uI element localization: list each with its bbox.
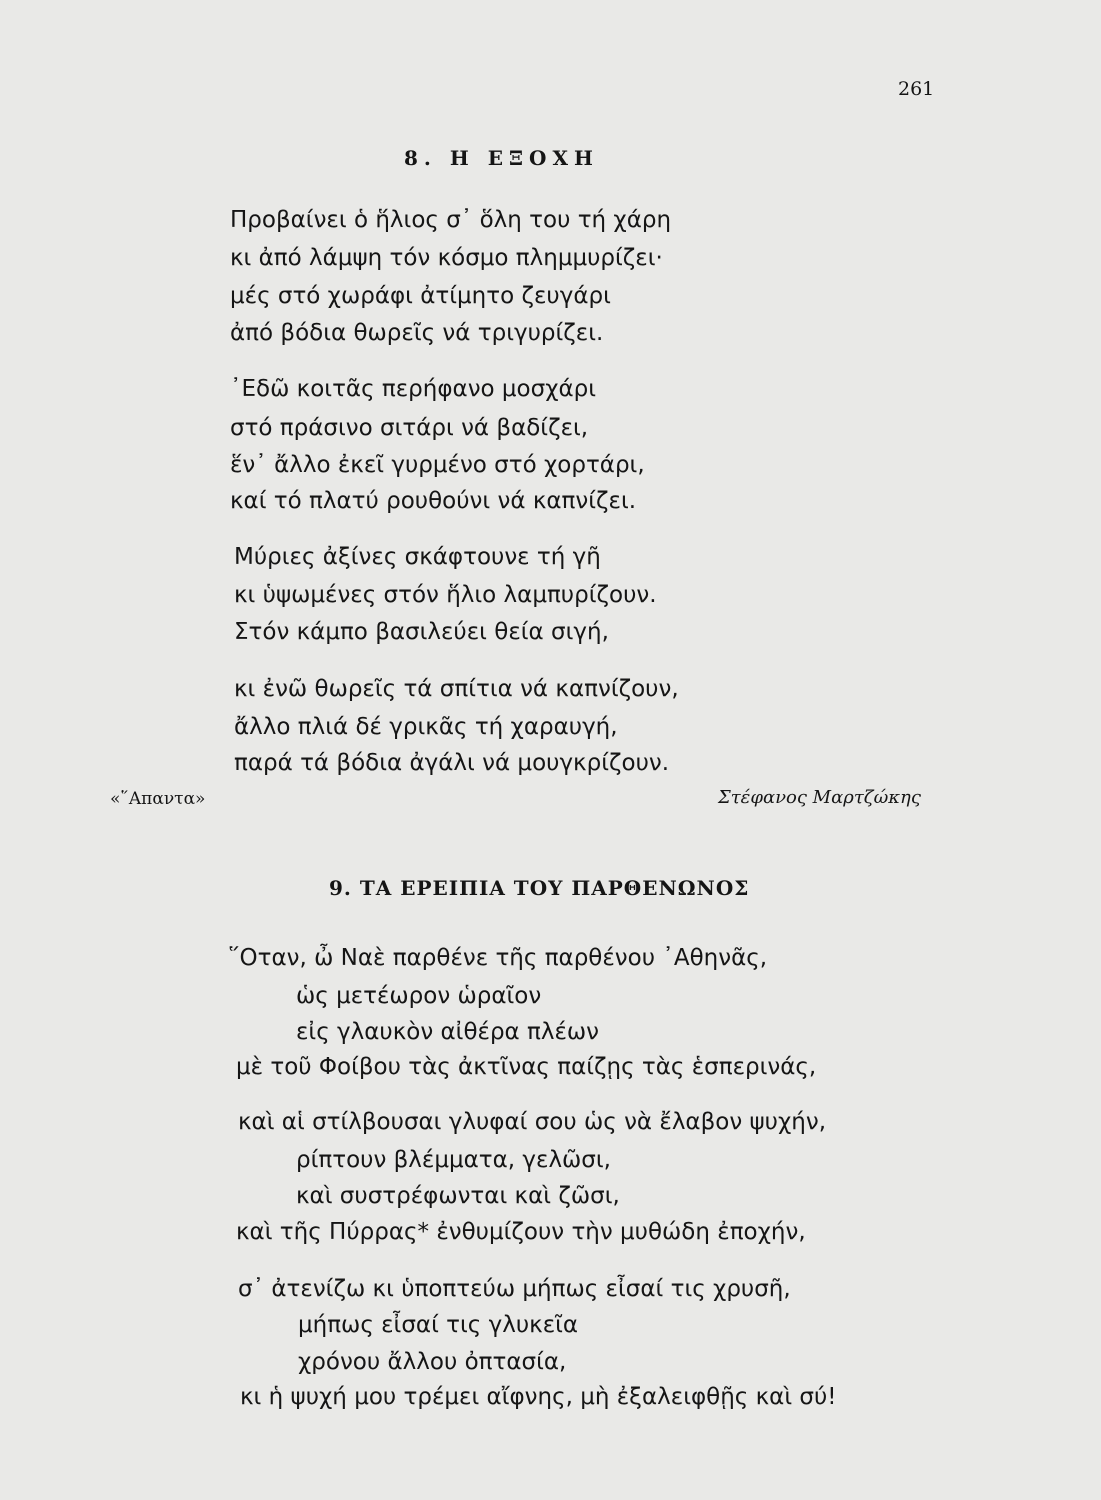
poem-line: ρίπτουν βλέμματα, γελῶσι, (296, 1147, 611, 1173)
poem-line: καὶ τῆς Πύρρας* ἐνθυμίζουν τὴν μυθώδη ἐποχήν, (236, 1219, 806, 1245)
poem-source: «῞Απαντα» (110, 789, 206, 809)
poem-line: Μύριες ἀξίνες σκάφτουνε τή γῆ (234, 544, 601, 570)
poem-line: ὡς μετέωρον ὡραῖον (296, 983, 542, 1009)
poem-line: κι ἡ ψυχή μου τρέμει αἴφνης, μὴ ἐξαλειφθῇς καὶ σύ! (240, 1384, 837, 1410)
poem-line: ἀπό βόδια θωρεῖς νά τριγυρίζει. (230, 320, 604, 346)
poem-line: κι ἐνῶ θωρεῖς τά σπίτια νά καπνίζουν, (234, 676, 679, 702)
page-number: 261 (898, 78, 935, 100)
poem-line: εἰς γλαυκὸν αἰθέρα πλέων (296, 1019, 600, 1045)
poem-line: χρόνου ἄλλου ὀπτασία, (298, 1349, 567, 1375)
poem-line: Στόν κάμπο βασιλεύει θεία σιγή, (234, 619, 609, 645)
poem-line: ῞Οταν, ὦ Ναὲ παρθένε τῆς παρθένου ᾽Αθηνᾶς, (228, 945, 768, 971)
poem-author: Στέφανος Μαρτζώκης (718, 787, 921, 808)
poem-line: κι ὑψωμένες στόν ἥλιο λαμπυρίζουν. (234, 582, 657, 608)
poem-line: καί τό πλατύ ρουθούνι νά καπνίζει. (230, 488, 637, 514)
poem-line: παρά τά βόδια ἀγάλι νά μουγκρίζουν. (234, 750, 670, 776)
poem-title-parthenon: 9. ΤΑ ΕΡΕΙΠΙΑ ΤΟΥ ΠΑΡΘΕΝΩΝΟΣ (329, 876, 750, 900)
poem-title-exochi: 8. Η ΕΞΟΧΗ (404, 146, 599, 170)
poem-line: καὶ αἱ στίλβουσαι γλυφαί σου ὡς νὰ ἔλαβον ψυχήν, (238, 1109, 827, 1135)
poem-line: καὶ συστρέφωνται καὶ ζῶσι, (296, 1183, 620, 1209)
poem-line: μήπως εἶσαί τις γλυκεῖα (298, 1312, 579, 1338)
poem-line: σ᾽ ἀτενίζω κι ὑποπτεύω μήπως εἶσαί τις χρυσῆ, (238, 1276, 791, 1302)
poem-line: ἄλλο πλιά δέ γρικᾶς τή χαραυγή, (234, 714, 618, 740)
poem-line: Προβαίνει ὁ ἥλιος σ᾽ ὅλη του τή χάρη (230, 207, 672, 233)
poem-line: ἕν᾽ ἄλλο ἐκεῖ γυρμένο στό χορτάρι, (230, 452, 645, 478)
poem-line: στό πράσινο σιτάρι νά βαδίζει, (230, 415, 589, 441)
poem-line: ᾽Εδῶ κοιτᾶς περήφανο μοσχάρι (230, 376, 597, 402)
poem-line: μὲ τοῦ Φοίβου τὰς ἀκτῖνας παίζῃς τὰς ἑσπερινάς, (236, 1054, 817, 1080)
poem-line: κι ἀπό λάμψη τόν κόσμο πλημμυρίζει· (230, 245, 663, 271)
poem-line: μές στό χωράφι ἀτίμητο ζευγάρι (230, 283, 611, 309)
